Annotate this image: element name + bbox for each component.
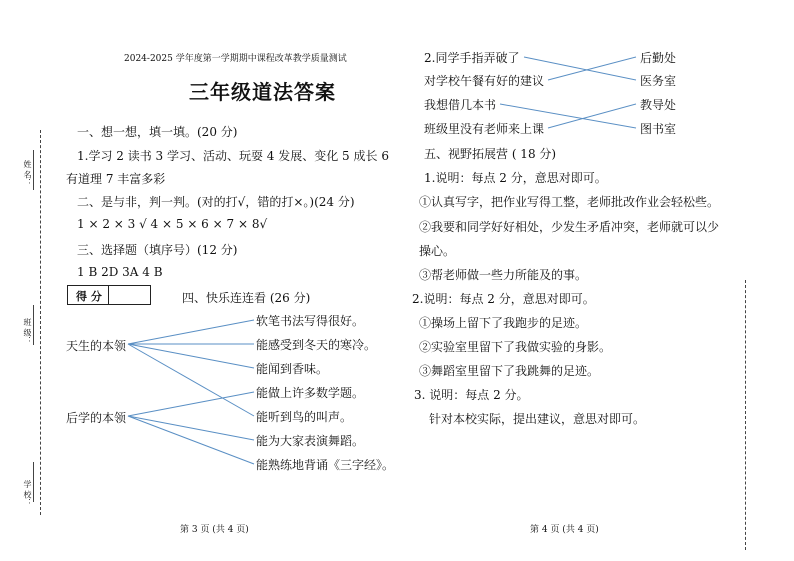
class-label: 班 级： [23, 318, 32, 345]
connector-line [128, 416, 254, 440]
page-title: 三年级道法答案 [189, 80, 336, 104]
section5-q2-answer: ②实验室里留下了我做实验的身影。 [419, 340, 612, 354]
section3-heading: 三、选择题（填序号）(12 分) [77, 243, 238, 257]
match-right-item: 能感受到冬天的寒冷。 [256, 338, 377, 352]
school-label: 学 校： [23, 480, 32, 507]
match-right-item: 能熟练地背诵《三字经》。 [256, 458, 395, 472]
match-right-item: 能听到鸟的叫声。 [256, 410, 353, 424]
connector-line [548, 104, 636, 128]
connector-line [548, 57, 636, 80]
match-left-item: 天生的本领 [66, 339, 127, 353]
match2-right-item: 图书室 [640, 122, 677, 136]
match-right-item: 能为大家表演舞蹈。 [256, 434, 365, 448]
match2-right-item: 后勤处 [640, 51, 677, 65]
connector-line [500, 104, 636, 128]
footer-right: 第 4 页 (共 4 页) [530, 525, 599, 535]
section5-q1-answer: ②我要和同学好好相处，少发生矛盾冲突，老师就可以少 [419, 220, 720, 234]
match-right-item: 能闻到香味。 [256, 362, 329, 376]
match2-left-item: 对学校午餐有好的建议 [424, 74, 545, 88]
section5-q3-note: 3. 说明：每点 2 分。 [414, 388, 529, 402]
section5-q1-answer: 操心。 [419, 244, 456, 258]
connector-line [128, 344, 254, 368]
exam-title: 2024-2025 学年度第一学期期中课程改革教学质量测试 [124, 54, 347, 64]
connector-line [128, 344, 254, 416]
section5-q1-note: 1.说明：每点 2 分，意思对即可。 [424, 171, 607, 185]
match2-right-item: 教导处 [640, 98, 677, 112]
match2-right-item: 医务室 [640, 74, 677, 88]
match2-left-item: 我想借几本书 [424, 98, 497, 112]
connector-line [128, 320, 254, 344]
match2-left-item: 班级里没有老师来上课 [424, 122, 545, 136]
section1-line1: 1.学习 2 读书 3 学习、活动、玩耍 4 发展、变化 5 成长 6 [77, 149, 389, 163]
connector-line [128, 392, 254, 416]
section3-answers: 1 B 2D 3A 4 B [77, 265, 163, 279]
score-label: 得 分 [76, 290, 102, 303]
section2-answers: 1 × 2 × 3 √ 4 × 5 × 6 × 7 × 8√ [77, 217, 268, 231]
name-label: 姓 名： [23, 160, 32, 187]
connector-line [128, 416, 254, 464]
section5-q1-answer: ①认真写字，把作业写得工整，老师批改作业会轻松些。 [419, 195, 720, 209]
section5-q3-answer: 针对本校实际，提出建议，意思对即可。 [429, 412, 646, 426]
section5-q2-note: 2.说明：每点 2 分，意思对即可。 [412, 292, 595, 306]
section5-heading: 五、视野拓展营 ( 18 分) [424, 147, 557, 161]
section5-q2-answer: ③舞蹈室里留下了我跳舞的足迹。 [419, 364, 600, 378]
match-right-item: 能做上许多数学题。 [256, 386, 365, 400]
match-right-item: 软笔书法写得很好。 [256, 314, 365, 328]
section1-line2: 有道理 7 丰富多彩 [66, 172, 166, 186]
section4-heading: 四、快乐连连看 (26 分) [182, 291, 311, 305]
footer-left: 第 3 页 (共 4 页) [180, 525, 249, 535]
match2-left-item: 2.同学手指弄破了 [424, 51, 520, 65]
section5-q2-answer: ①操场上留下了我跑步的足迹。 [419, 316, 588, 330]
match-left-item: 后学的本领 [66, 411, 127, 425]
section5-q1-answer: ③帮老师做一些力所能及的事。 [419, 268, 588, 282]
section1-heading: 一、想一想，填一填。(20 分) [77, 125, 238, 139]
connector-line [524, 57, 636, 80]
section2-heading: 二、是与非，判一判。(对的打√，错的打×。)(24 分) [77, 195, 355, 209]
